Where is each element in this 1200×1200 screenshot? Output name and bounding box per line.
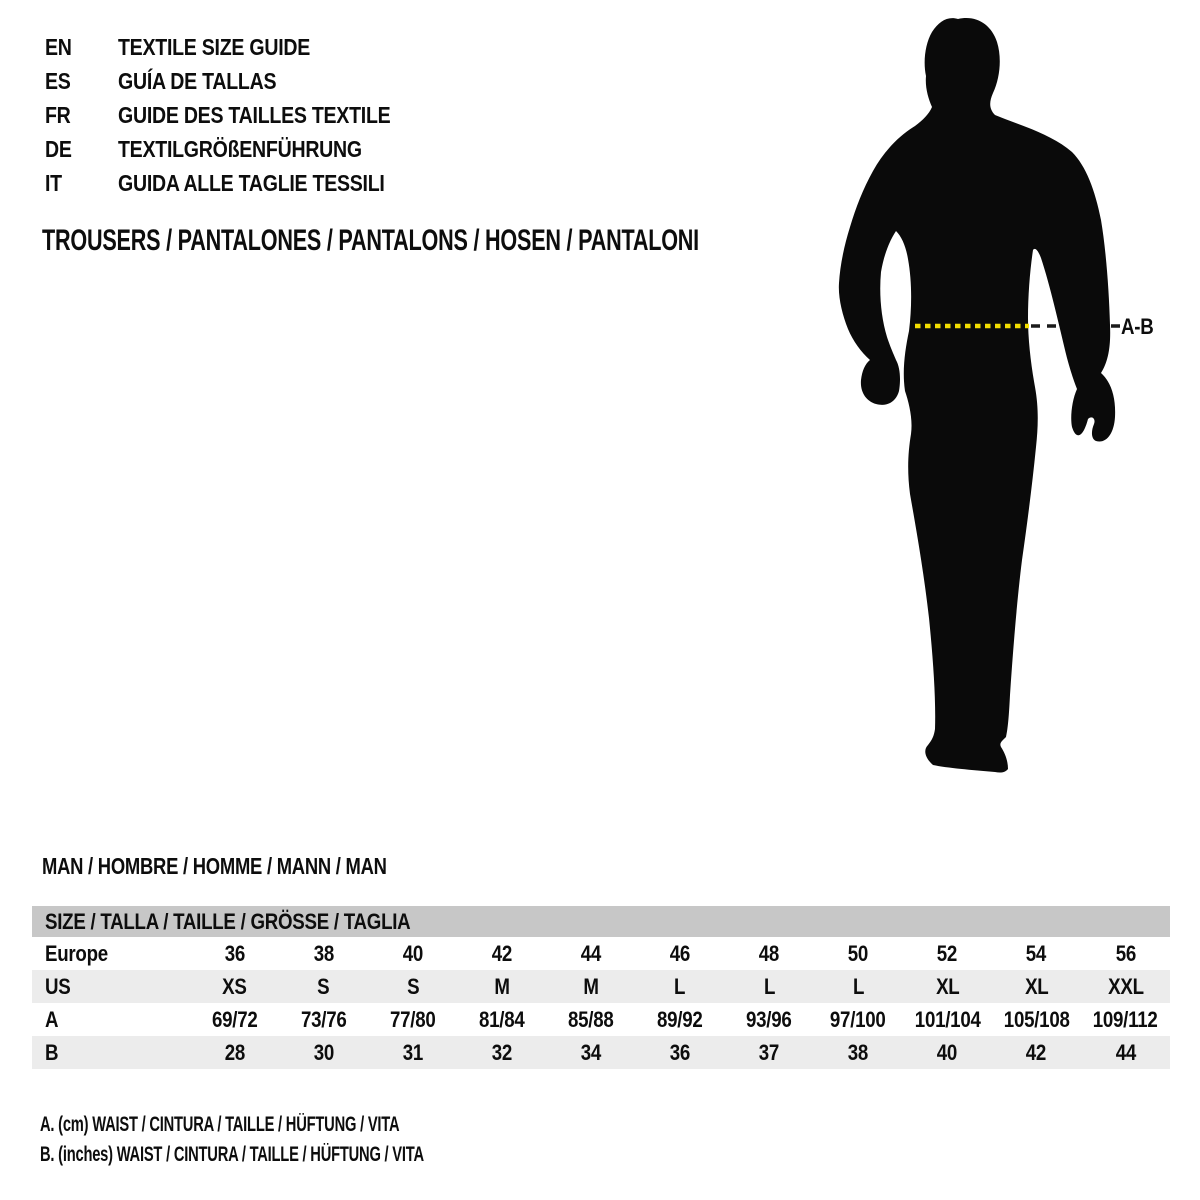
measure-label (1121, 314, 1159, 340)
footnote-b-text: B. (inches) WAIST / CINTURA / TAILLE / HÜFTUNG / VITA (40, 1143, 424, 1166)
language-row (45, 98, 439, 132)
size-cell: L (674, 973, 686, 999)
size-cell: 32 (491, 1039, 512, 1065)
language-label: TEXTILE SIZE GUIDE (118, 33, 311, 60)
size-table-header (32, 906, 1170, 937)
gender-title (42, 853, 473, 879)
size-cell: 52 (937, 940, 958, 966)
size-cell: 30 (313, 1039, 334, 1065)
silhouette-figure (839, 18, 1115, 772)
footnote-a-text: A. (cm) WAIST / CINTURA / TAILLE / HÜFTUNG / VITA (40, 1113, 400, 1136)
row-label: B (45, 1039, 59, 1065)
language-row (45, 166, 439, 200)
size-cell: 28 (224, 1039, 245, 1065)
language-label: GUÍA DE TALLAS (118, 67, 277, 94)
size-cell: XXL (1107, 973, 1144, 999)
language-row (45, 132, 439, 166)
size-cell: 105/108 (1003, 1006, 1070, 1032)
category-title-text: TROUSERS / PANTALONES / PANTALONS / HOSEN / PANTALONI (42, 224, 699, 257)
table-row (32, 1036, 1170, 1069)
size-cell: M (494, 973, 510, 999)
gender-title-text: MAN / HOMBRE / HOMME / MANN / MAN (42, 853, 387, 879)
size-cell: XL (935, 973, 959, 999)
language-row (45, 30, 439, 64)
language-label: GUIDE DES TAILLES TEXTILE (118, 101, 391, 128)
language-label: TEXTILGRÖßENFÜHRUNG (118, 135, 362, 162)
size-cell: 54 (1026, 940, 1047, 966)
language-row (45, 64, 439, 98)
size-table-body (32, 937, 1170, 1069)
language-code: EN (45, 33, 72, 60)
size-cell: L (763, 973, 775, 999)
size-cell: 85/88 (568, 1006, 614, 1032)
category-title (42, 224, 954, 258)
size-cell: 37 (758, 1039, 780, 1065)
size-cell: 69/72 (211, 1006, 258, 1032)
size-cell: 93/96 (746, 1006, 792, 1032)
size-cell: 31 (402, 1039, 423, 1065)
size-cell: 89/92 (657, 1006, 703, 1032)
size-cell: 109/112 (1093, 1006, 1158, 1032)
language-label: GUIDA ALLE TAGLIE TESSILI (118, 169, 385, 196)
size-cell: L (852, 973, 864, 999)
size-cell: 38 (313, 940, 334, 966)
size-cell: 36 (224, 940, 245, 966)
row-label: A (45, 1006, 59, 1032)
measure-label-text: A-B (1121, 314, 1154, 339)
size-cell: 77/80 (389, 1006, 436, 1032)
size-cell: 42 (491, 940, 512, 966)
size-cell: 101/104 (914, 1006, 981, 1032)
size-cell: 97/100 (830, 1006, 887, 1032)
size-cell: 40 (937, 1039, 958, 1065)
size-cell: 36 (669, 1039, 691, 1065)
size-cell: 38 (848, 1039, 869, 1065)
size-cell: XL (1024, 973, 1049, 999)
size-cell: 34 (580, 1039, 602, 1065)
table-row (32, 1003, 1170, 1036)
size-cell: XS (222, 973, 247, 999)
size-cell: 44 (1115, 1039, 1136, 1065)
size-cell: 40 (402, 940, 423, 966)
size-cell: S (317, 973, 330, 999)
size-cell: 81/84 (479, 1006, 525, 1032)
size-cell: 48 (758, 940, 780, 966)
language-code: ES (45, 67, 71, 94)
size-cell: 46 (669, 940, 691, 966)
table-row (32, 970, 1170, 1003)
size-cell: 50 (848, 940, 869, 966)
footnote-b (40, 1142, 588, 1168)
size-table-header-text: SIZE / TALLA / TAILLE / GRÖSSE / TAGLIA (45, 908, 411, 934)
size-table (32, 906, 1170, 1069)
size-cell: 73/76 (300, 1006, 347, 1032)
size-cell: 42 (1026, 1039, 1047, 1065)
row-label: US (45, 973, 71, 999)
language-code: FR (45, 101, 71, 128)
language-list (45, 30, 439, 200)
size-cell: 44 (580, 940, 602, 966)
language-code: DE (45, 135, 72, 162)
language-code: IT (45, 169, 62, 196)
row-label: Europe (45, 940, 108, 966)
size-cell: S (406, 973, 419, 999)
size-cell: M (583, 973, 599, 999)
size-cell: 56 (1115, 940, 1136, 966)
table-row (32, 937, 1170, 970)
footnote-a (40, 1112, 553, 1138)
